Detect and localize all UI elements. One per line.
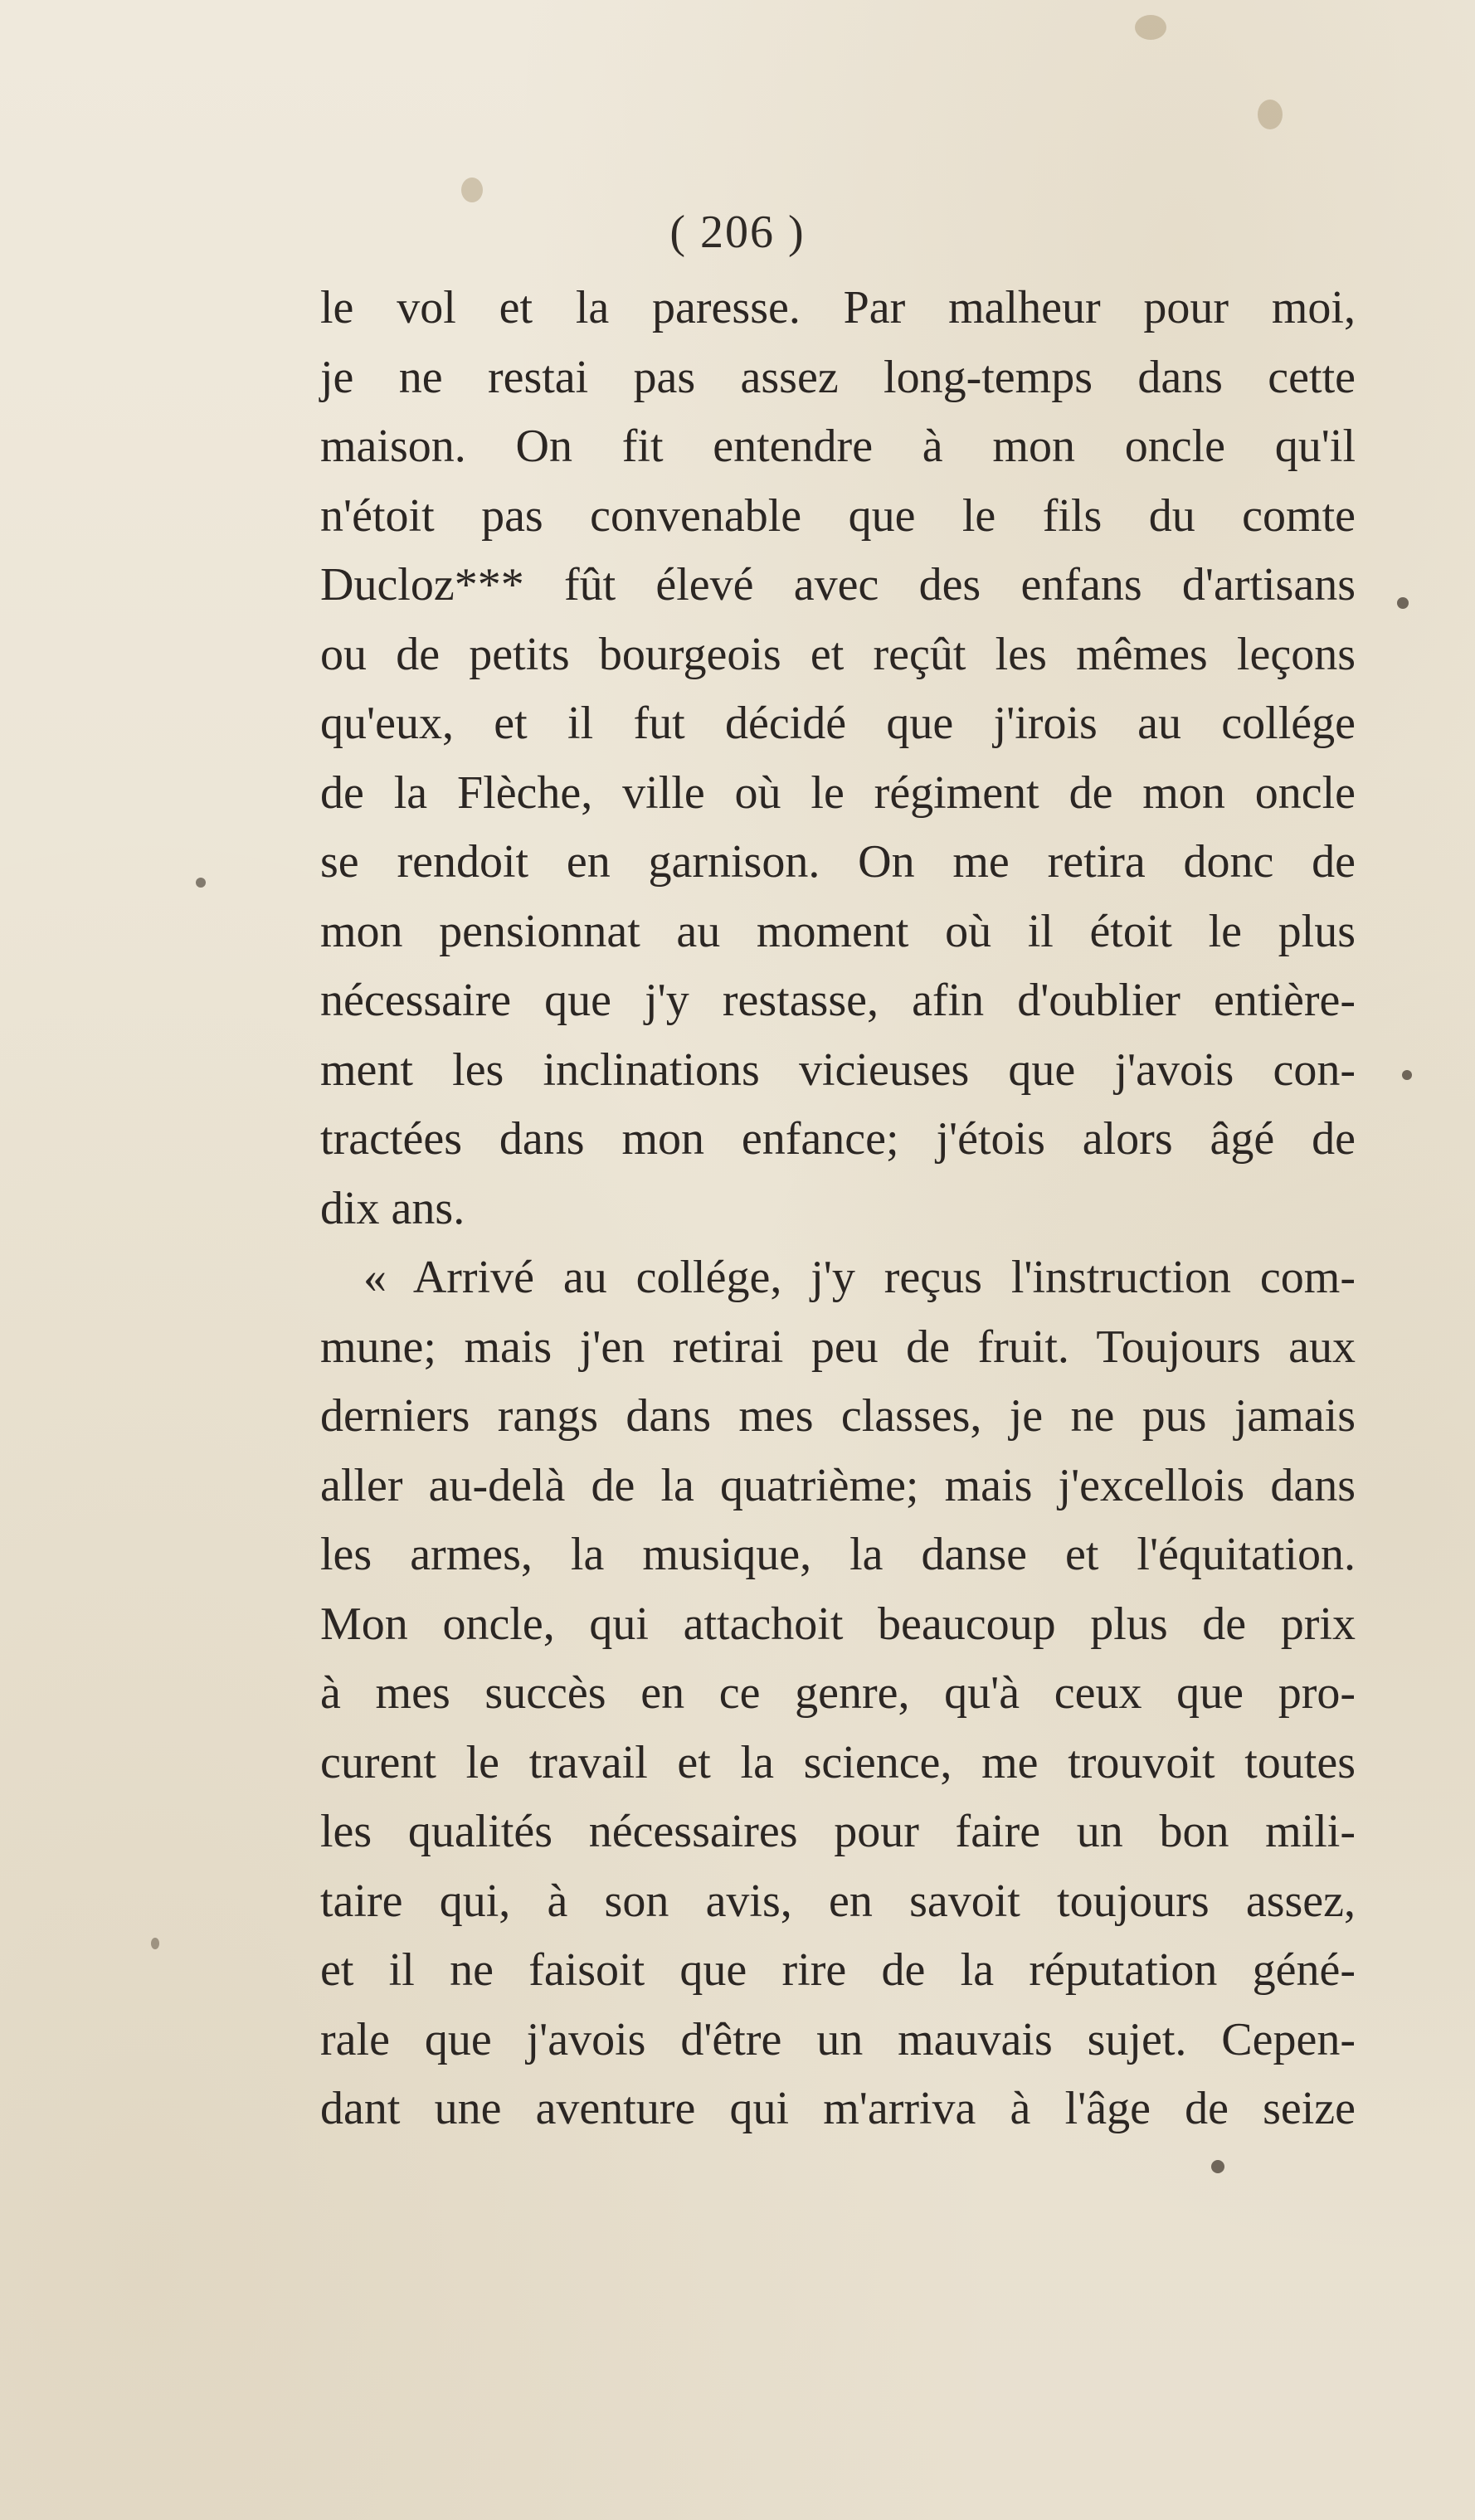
text-line: derniers rangs dans mes classes, je ne pus jamais [320, 1390, 1356, 1442]
text-line: de la Flèche, ville où le régiment de mon oncle [320, 766, 1356, 819]
text-line: taire qui, à son avis, en savoit toujours assez, [320, 1875, 1356, 1927]
text-line: maison. On fit entendre à mon oncle qu'il [320, 421, 1356, 472]
text-line: dant une aventure qui m'arriva à l'âge de seize [320, 2083, 1356, 2134]
text-line: Mon oncle, qui attachoit beaucoup plus de prix [320, 1598, 1356, 1650]
foxing-spot [1397, 597, 1409, 609]
text-line: et il ne faisoit que rire de la réputation géné- [320, 1944, 1356, 1996]
foxing-spot [1135, 15, 1166, 40]
text-line: dix ans. [320, 1182, 465, 1234]
text-line: n'étoit pas convenable que le fils du comte [320, 489, 1356, 542]
foxing-spot [1402, 1070, 1412, 1080]
text-line: le vol et la paresse. Par malheur pour moi, [320, 282, 1356, 333]
text-line: qu'eux, et il fut décidé que j'irois au collége [320, 698, 1356, 749]
text-line: ment les inclinations vicieuses que j'avois con- [320, 1044, 1356, 1096]
foxing-spot [1211, 2160, 1224, 2173]
page-number: ( 206 ) [669, 207, 806, 258]
text-line: se rendoit en garnison. On me retira donc de [320, 836, 1356, 888]
text-line: ou de petits bourgeois et reçût les mêmes leçons [320, 628, 1356, 680]
text-line: à mes succès en ce genre, qu'à ceux que pro- [320, 1667, 1356, 1719]
foxing-spot [196, 878, 206, 888]
text-line: rale que j'avois d'être un mauvais sujet. Cepen- [320, 2013, 1356, 2065]
page-body-text [320, 274, 1356, 2144]
text-line: je ne restai pas assez long-temps dans cette [320, 351, 1356, 403]
text-line: les armes, la musique, la danse et l'équitation. [320, 1529, 1356, 1580]
text-line: les qualités nécessaires pour faire un bon mili- [320, 1806, 1356, 1857]
text-line: Ducloz*** fût élevé avec des enfans d'artisans [320, 559, 1356, 611]
text-line: nécessaire que j'y restasse, afin d'oublier entière- [320, 975, 1356, 1026]
text-line: curent le travail et la science, me trouvoit toutes [320, 1736, 1356, 1788]
text-line: tractées dans mon enfance; j'étois alors âgé de [320, 1113, 1356, 1165]
foxing-spot [1258, 100, 1283, 129]
text-line: aller au-delà de la quatrième; mais j'excellois dans [320, 1459, 1356, 1511]
text-line: mune; mais j'en retirai peu de fruit. Toujours aux [320, 1321, 1356, 1373]
text-line: mon pensionnat au moment où il étoit le plus [320, 905, 1356, 957]
text-line: « Arrivé au collége, j'y reçus l'instruction com- [363, 1252, 1356, 1303]
foxing-spot [461, 178, 483, 202]
foxing-spot [151, 1938, 159, 1949]
